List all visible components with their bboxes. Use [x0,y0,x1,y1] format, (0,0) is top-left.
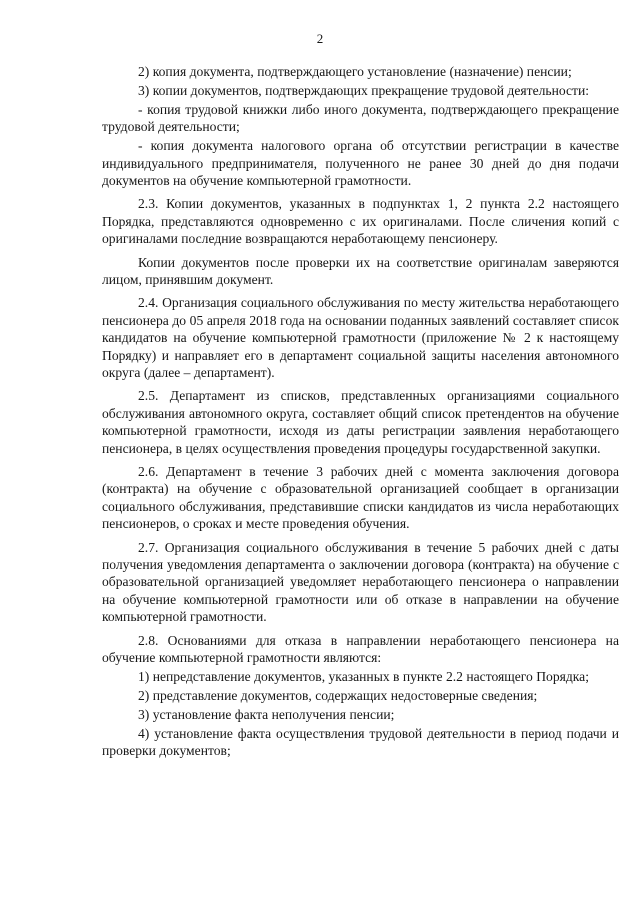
page-number: 2 [316,31,324,46]
paragraph-2-4: 2.4. Организация социального обслуживания по месту жительства неработающего пенсионера до 05 апреля 2018 года на основании поданных заявлений составляет список кандидатов на обучение компьютерной грамотности (приложение № 2 к настоящему Порядку) и направляет его в департамент социальной защиты населения автономного округа (далее – департамент). [102,295,619,380]
paragraph-2-7: 2.7. Организация социального обслуживания в течение 5 рабочих дней с даты получения уведомления департамента о заключении договора (контракта) на обучение с образовательной организацией уведомляет неработающего пенсионера о направлении на обучение компьютерной грамотности или об отказе в направлении на обучение компьютерной грамотности. [102,539,619,625]
paragraph-2-3: 2.3. Копии документов, указанных в подпунктах 1, 2 пункта 2.2 настоящего Порядка, представляются одновременно с их оригиналами. После сличения копий с оригиналами последние возвращаются неработающему пенсионеру. [102,196,619,247]
paragraph-2-6: 2.6. Департамент в течение 3 рабочих дней с момента заключения договора (контракта) на обучение с образовательной организацией сообщает в организации социального обслуживания, представившие списки кандидатов из числа неработающих пенсионеров, о сроках и месте проведения обучения. [102,464,619,532]
paragraph-refusal-reason-2: 2) представление документов, содержащих недостоверные сведения; [138,687,538,703]
paragraph-item-2: 2) копия документа, подтверждающего установление (назначение) пенсии; [138,64,572,79]
paragraph-item-3: 3) копии документов, подтверждающих прекращение трудовой деятельности: [138,82,590,98]
paragraph-tax-document-copy: - копия документа налогового органа об отсутствии регистрации в качестве индивидуального предпринимателя, полученного не ранее 30 дней до дня подачи документов на обучение компьютерной грамотности. [102,138,619,188]
paragraph-2-5: 2.5. Департамент из списков, представленных организациями социального обслуживания автономного округа, составляет общий список претендентов на обучение компьютерной грамотности, исходя из даты регистрации заявления неработающего пенсионера, в целях осуществления проведения процедуры государственной закупки. [102,388,619,456]
paragraph-2-8: 2.8. Основаниями для отказа в направлении неработающего пенсионера на обучение компьютерной грамотности являются: [102,632,619,666]
document-body [102,63,619,760]
paragraph-copies-certified: Копии документов после проверки их на соответствие оригиналам заверяются лицом, принявшим документ. [102,254,619,287]
paragraph-refusal-reason-4: 4) установление факта осуществления трудовой деятельности в период подачи и проверки документов; [102,725,619,759]
paragraph-refusal-reason-1: 1) непредставление документов, указанных в пункте 2.2 настоящего Порядка; [138,669,589,684]
paragraph-refusal-reason-3: 3) установление факта неполучения пенсии; [138,706,395,722]
paragraph-work-book-copy: - копия трудовой книжки либо иного документа, подтверждающего прекращение трудовой деятельности; [102,101,619,135]
